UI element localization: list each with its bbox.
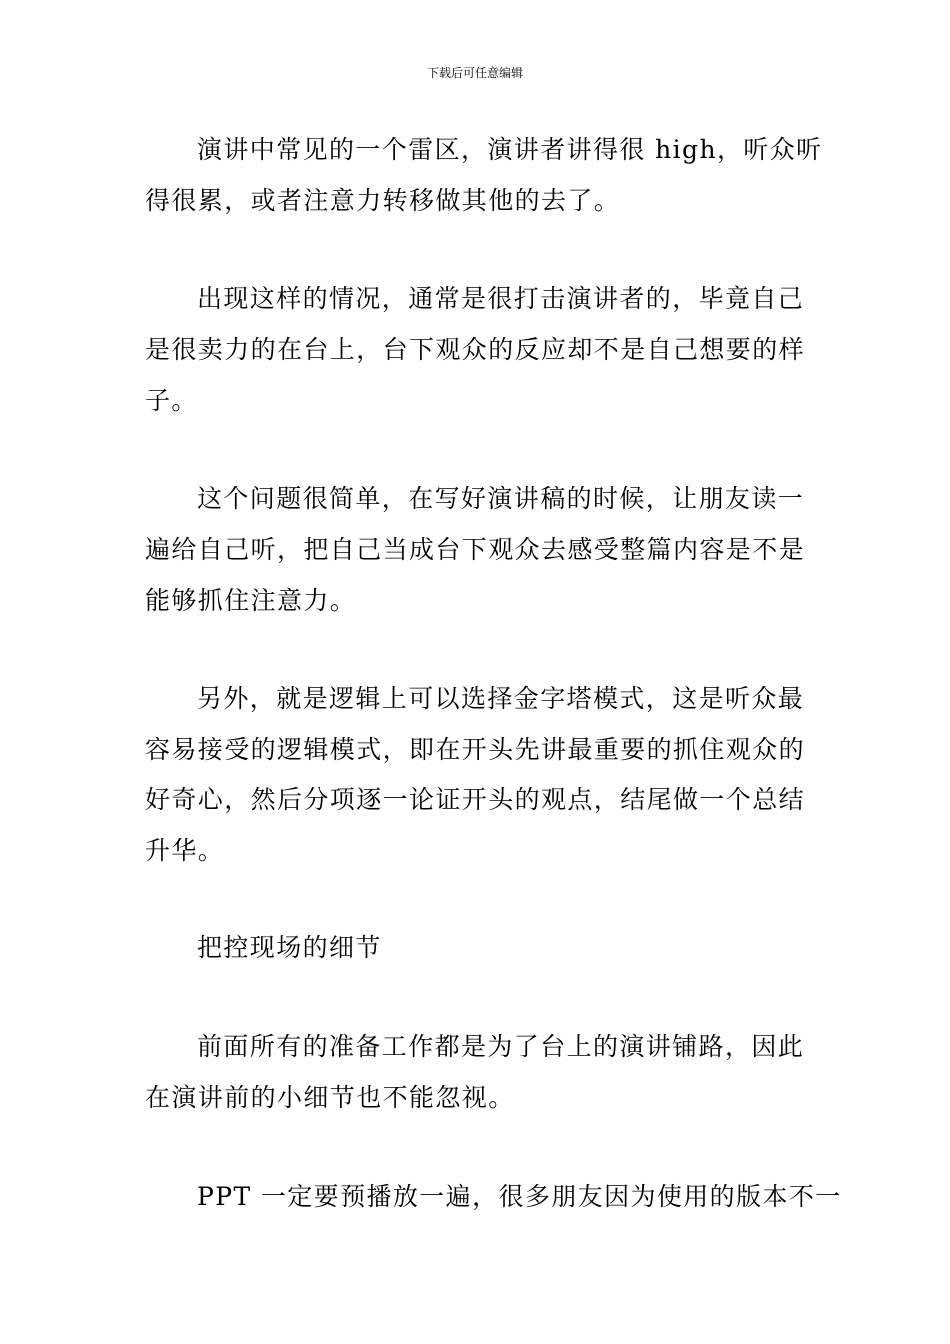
paragraph-3-line-2: 遍给自己听，把自己当成台下观众去感受整篇内容是不是 xyxy=(145,535,806,564)
paragraph-4-line-1: 另外，就是逻辑上可以选择金字塔模式，这是听众最 xyxy=(197,684,805,713)
paragraph-3-line-1: 这个问题很简单，在写好演讲稿的时候，让朋友读一 xyxy=(197,484,805,513)
paragraph-1-line-1: 演讲中常见的一个雷区，演讲者讲得很 high，听众听 xyxy=(197,135,823,164)
paragraph-4-line-4: 升华。 xyxy=(145,836,225,865)
paragraph-1-line-2: 得很累，或者注意力转移做其他的去了。 xyxy=(145,186,621,215)
paragraph-2-line-3: 子。 xyxy=(145,386,198,415)
paragraph-5-line-2: 在演讲前的小细节也不能忽视。 xyxy=(145,1083,515,1112)
paragraph-5-line-1: 前面所有的准备工作都是为了台上的演讲铺路，因此 xyxy=(197,1032,805,1061)
paragraph-2-line-1: 出现这样的情况，通常是很打击演讲者的，毕竟自己 xyxy=(197,284,805,313)
section-heading: 把控现场的细节 xyxy=(197,933,382,962)
paragraph-4-line-2: 容易接受的逻辑模式，即在开头先讲最重要的抓住观众的 xyxy=(145,735,806,764)
page-header: 下载后可任意编辑 xyxy=(426,66,523,80)
paragraph-3-line-3: 能够抓住注意力。 xyxy=(145,586,357,615)
paragraph-4-line-3: 好奇心，然后分项逐一论证开头的观点，结尾做一个总结 xyxy=(145,785,806,814)
paragraph-2-line-2: 是很卖力的在台上，台下观众的反应却不是自己想要的样 xyxy=(145,335,806,364)
paragraph-6-line-1: PPT 一定要预播放一遍，很多朋友因为使用的版本不一 xyxy=(197,1182,842,1211)
